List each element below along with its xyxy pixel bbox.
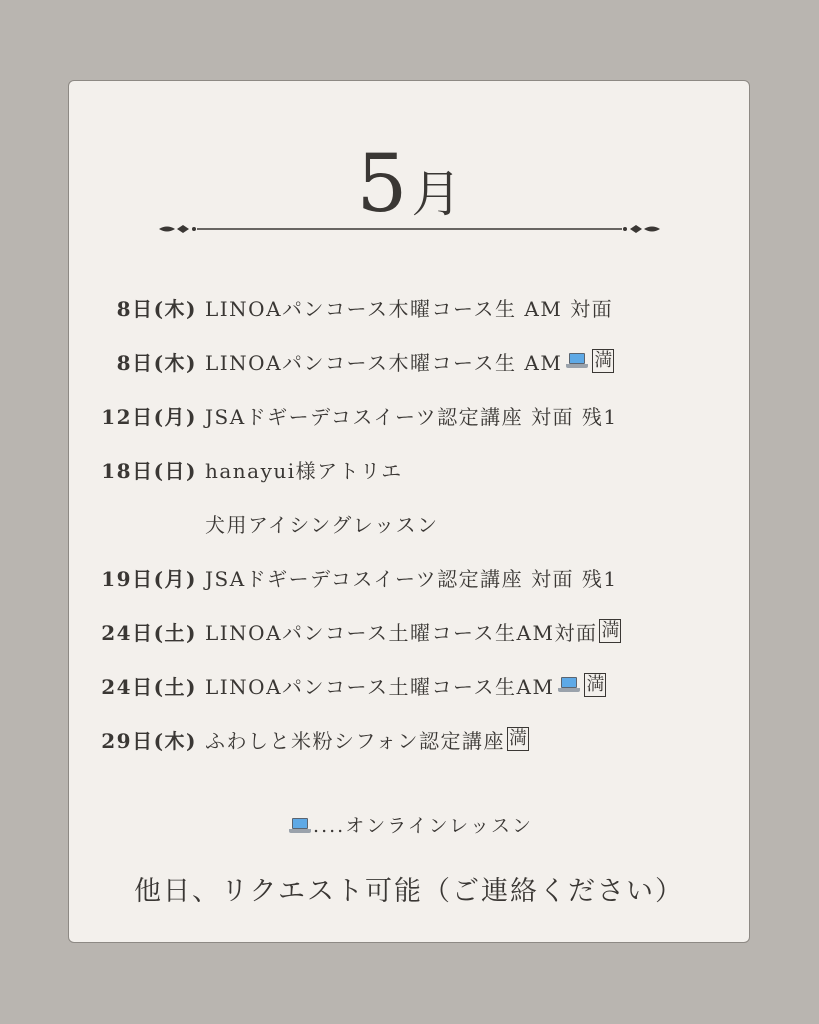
full-badge: 満 (594, 350, 613, 371)
schedule-date: 24日(土) (101, 674, 197, 699)
month-unit: 月 (411, 165, 462, 223)
schedule-row (97, 388, 737, 442)
schedule-desc: JSAドギーデコスイーツ認定講座 対面 残1 (205, 566, 618, 591)
schedule-desc: LINOAパンコース木曜コース生 AM (205, 350, 563, 375)
full-badge: 満 (601, 620, 620, 641)
schedule-date: 29日(木) (101, 728, 197, 753)
schedule-date: 12日(月) (101, 404, 197, 429)
laptop-icon (558, 677, 580, 693)
schedule-row (97, 334, 737, 388)
schedule-desc: LINOAパンコース土曜コース生AM対面 (205, 620, 598, 645)
schedule-desc: 犬用アイシングレッスン (205, 512, 439, 537)
ornament-divider (157, 219, 662, 239)
schedule-date: 24日(土) (101, 620, 197, 645)
schedule-row (97, 496, 737, 550)
legend (69, 811, 749, 838)
schedule-list (97, 280, 737, 766)
schedule-row (97, 658, 737, 712)
schedule-card (68, 80, 750, 943)
schedule-date: 19日(月) (101, 566, 197, 591)
footer-note: 他日、リクエスト可能（ご連絡ください） (134, 876, 684, 907)
laptop-icon (566, 353, 588, 369)
schedule-row (97, 442, 737, 496)
schedule-desc: ふわしと米粉シフォン認定講座 (205, 728, 505, 753)
schedule-desc: JSAドギーデコスイーツ認定講座 対面 残1 (205, 404, 618, 429)
legend-text: ....オンラインレッスン (313, 815, 533, 837)
schedule-row (97, 280, 737, 334)
schedule-row (97, 712, 737, 766)
full-badge: 満 (509, 728, 527, 749)
laptop-icon (289, 818, 311, 834)
schedule-date: 8日(木) (116, 350, 197, 375)
schedule-row (97, 550, 737, 604)
schedule-desc: hanayui様アトリエ (205, 458, 403, 483)
schedule-row (97, 604, 737, 658)
schedule-date: 18日(日) (101, 458, 197, 483)
full-badge: 満 (586, 674, 605, 695)
schedule-desc: LINOAパンコース土曜コース生AM (205, 674, 555, 699)
month-number: 5 (356, 137, 408, 230)
schedule-desc: LINOAパンコース木曜コース生 AM 対面 (205, 296, 614, 321)
schedule-date: 8日(木) (116, 296, 197, 321)
